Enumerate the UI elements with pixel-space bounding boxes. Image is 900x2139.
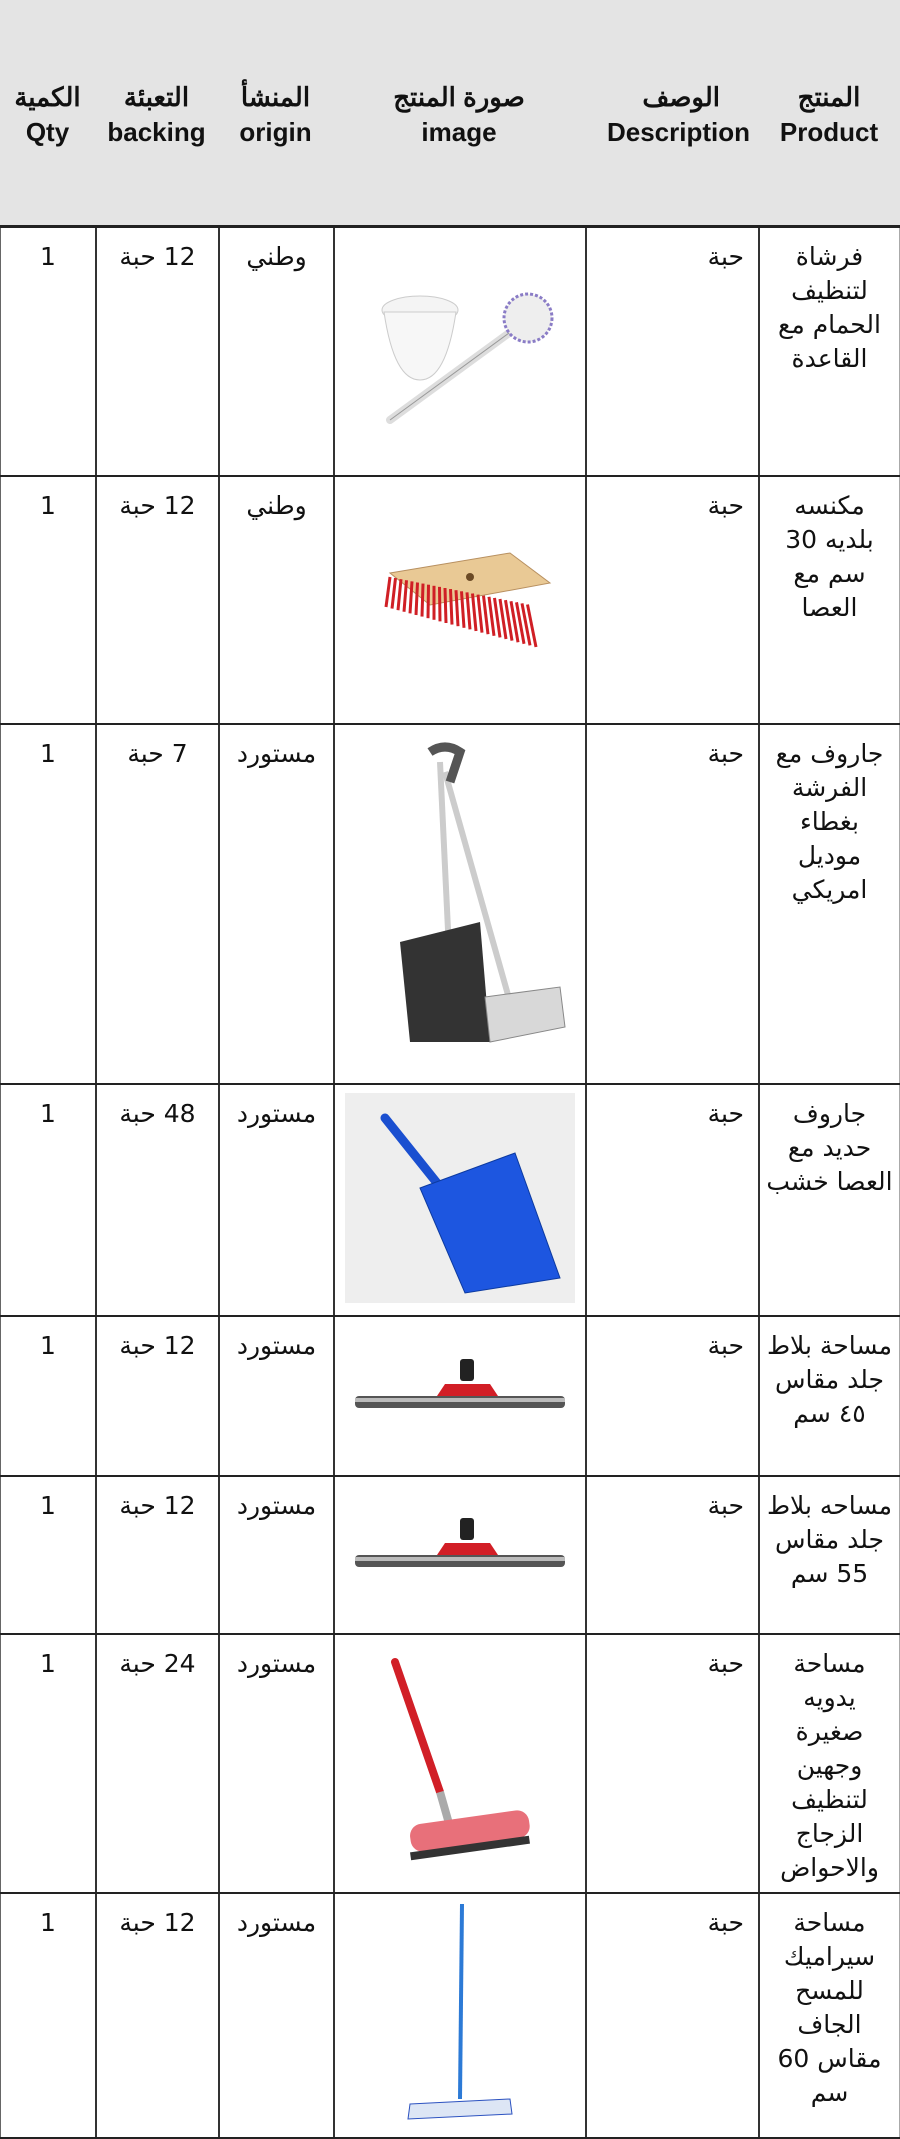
product-image-cell [333, 725, 585, 1083]
qty-cell: 1 [0, 477, 95, 723]
backing-cell: 48 حبة [95, 1085, 218, 1315]
table-row [0, 1894, 900, 2139]
origin-cell: مستورد [218, 1894, 333, 2137]
product-name-cell: جاروف حديد مع العصا خشب [758, 1085, 900, 1315]
product-name-cell: مساحة يدويه صغيرة وجهين لتنظيف الزجاج والاحواض [758, 1635, 900, 1892]
product-image-cell [333, 1477, 585, 1633]
table-row [0, 1477, 900, 1635]
header-image [333, 0, 585, 225]
header-qty [0, 0, 95, 225]
table-row [0, 228, 900, 477]
description-cell: حبة [585, 1894, 758, 2137]
qty-cell: 1 [0, 1894, 95, 2137]
header-backing-ar: التعبئة [123, 82, 190, 112]
origin-cell: مستورد [218, 1317, 333, 1475]
table-row [0, 1085, 900, 1317]
backing-cell: 24 حبة [95, 1635, 218, 1892]
description-cell: حبة [585, 477, 758, 723]
header-description [585, 0, 758, 225]
header-origin-ar: المنشأ [240, 82, 311, 112]
header-origin [218, 0, 333, 225]
floor-squeegee-icon [350, 1513, 570, 1597]
broom-head-icon [360, 543, 560, 657]
header-qty-en: Qty [25, 117, 70, 147]
origin-cell: مستورد [218, 1635, 333, 1892]
product-name-cell: مكنسه بلديه 30 سم مع العصا [758, 477, 900, 723]
floor-squeegee-icon [350, 1354, 570, 1438]
header-product [758, 0, 900, 225]
product-image-cell [333, 228, 585, 475]
origin-cell: مستورد [218, 725, 333, 1083]
table-row [0, 1635, 900, 1894]
toilet-brush-icon [360, 270, 560, 434]
backing-cell: 12 حبة [95, 1894, 218, 2137]
product-image-cell [333, 1894, 585, 2137]
header-image-en: image [421, 117, 497, 147]
description-cell: حبة [585, 1317, 758, 1475]
description-cell: حبة [585, 725, 758, 1083]
backing-cell: 7 حبة [95, 725, 218, 1083]
product-name-cell: مساحة سيراميك للمسح الجاف مقاس 60 سم [758, 1894, 900, 2137]
table-row [0, 1317, 900, 1477]
origin-cell: مستورد [218, 1085, 333, 1315]
header-description-en: Description [606, 117, 750, 147]
table-row [0, 725, 900, 1085]
qty-cell: 1 [0, 1085, 95, 1315]
product-name-cell: مساحة بلاط جلد مقاس ٤٥ سم [758, 1317, 900, 1475]
backing-cell: 12 حبة [95, 228, 218, 475]
description-cell: حبة [585, 1477, 758, 1633]
dustpan-broom-icon [350, 742, 570, 1066]
product-name-cell: جاروف مع الفرشة بغطاء موديل امريكي [758, 725, 900, 1083]
flat-mop-icon [400, 1899, 520, 2133]
header-description-ar: الوصف [642, 82, 720, 112]
qty-cell: 1 [0, 228, 95, 475]
product-name-cell: مساحه بلاط جلد مقاس 55 سم [758, 1477, 900, 1633]
product-name-cell: فرشاة لتنظيف الحمام مع القاعدة [758, 228, 900, 475]
qty-cell: 1 [0, 1635, 95, 1892]
backing-cell: 12 حبة [95, 477, 218, 723]
backing-cell: 12 حبة [95, 1477, 218, 1633]
product-image-cell [333, 1317, 585, 1475]
table-row [0, 477, 900, 725]
qty-cell: 1 [0, 1317, 95, 1475]
shovel-dustpan-icon [345, 1093, 575, 1307]
qty-cell: 1 [0, 725, 95, 1083]
origin-cell: مستورد [218, 1477, 333, 1633]
header-qty-ar: الكمية [14, 82, 81, 112]
header-origin-en: origin [239, 117, 312, 147]
header-image-ar: صورة المنتج [393, 82, 525, 112]
description-cell: حبة [585, 1635, 758, 1892]
backing-cell: 12 حبة [95, 1317, 218, 1475]
qty-cell: 1 [0, 1477, 95, 1633]
table-header [0, 0, 900, 228]
product-image-cell [333, 1635, 585, 1892]
description-cell: حبة [585, 1085, 758, 1315]
product-image-cell [333, 477, 585, 723]
header-product-ar: المنتج [797, 82, 861, 112]
header-product-en: Product [779, 117, 879, 147]
header-backing [95, 0, 218, 225]
origin-cell: وطني [218, 477, 333, 723]
window-squeegee-icon [380, 1652, 540, 1876]
description-cell: حبة [585, 228, 758, 475]
header-backing-en: backing [107, 117, 206, 147]
origin-cell: وطني [218, 228, 333, 475]
product-image-cell [333, 1085, 585, 1315]
